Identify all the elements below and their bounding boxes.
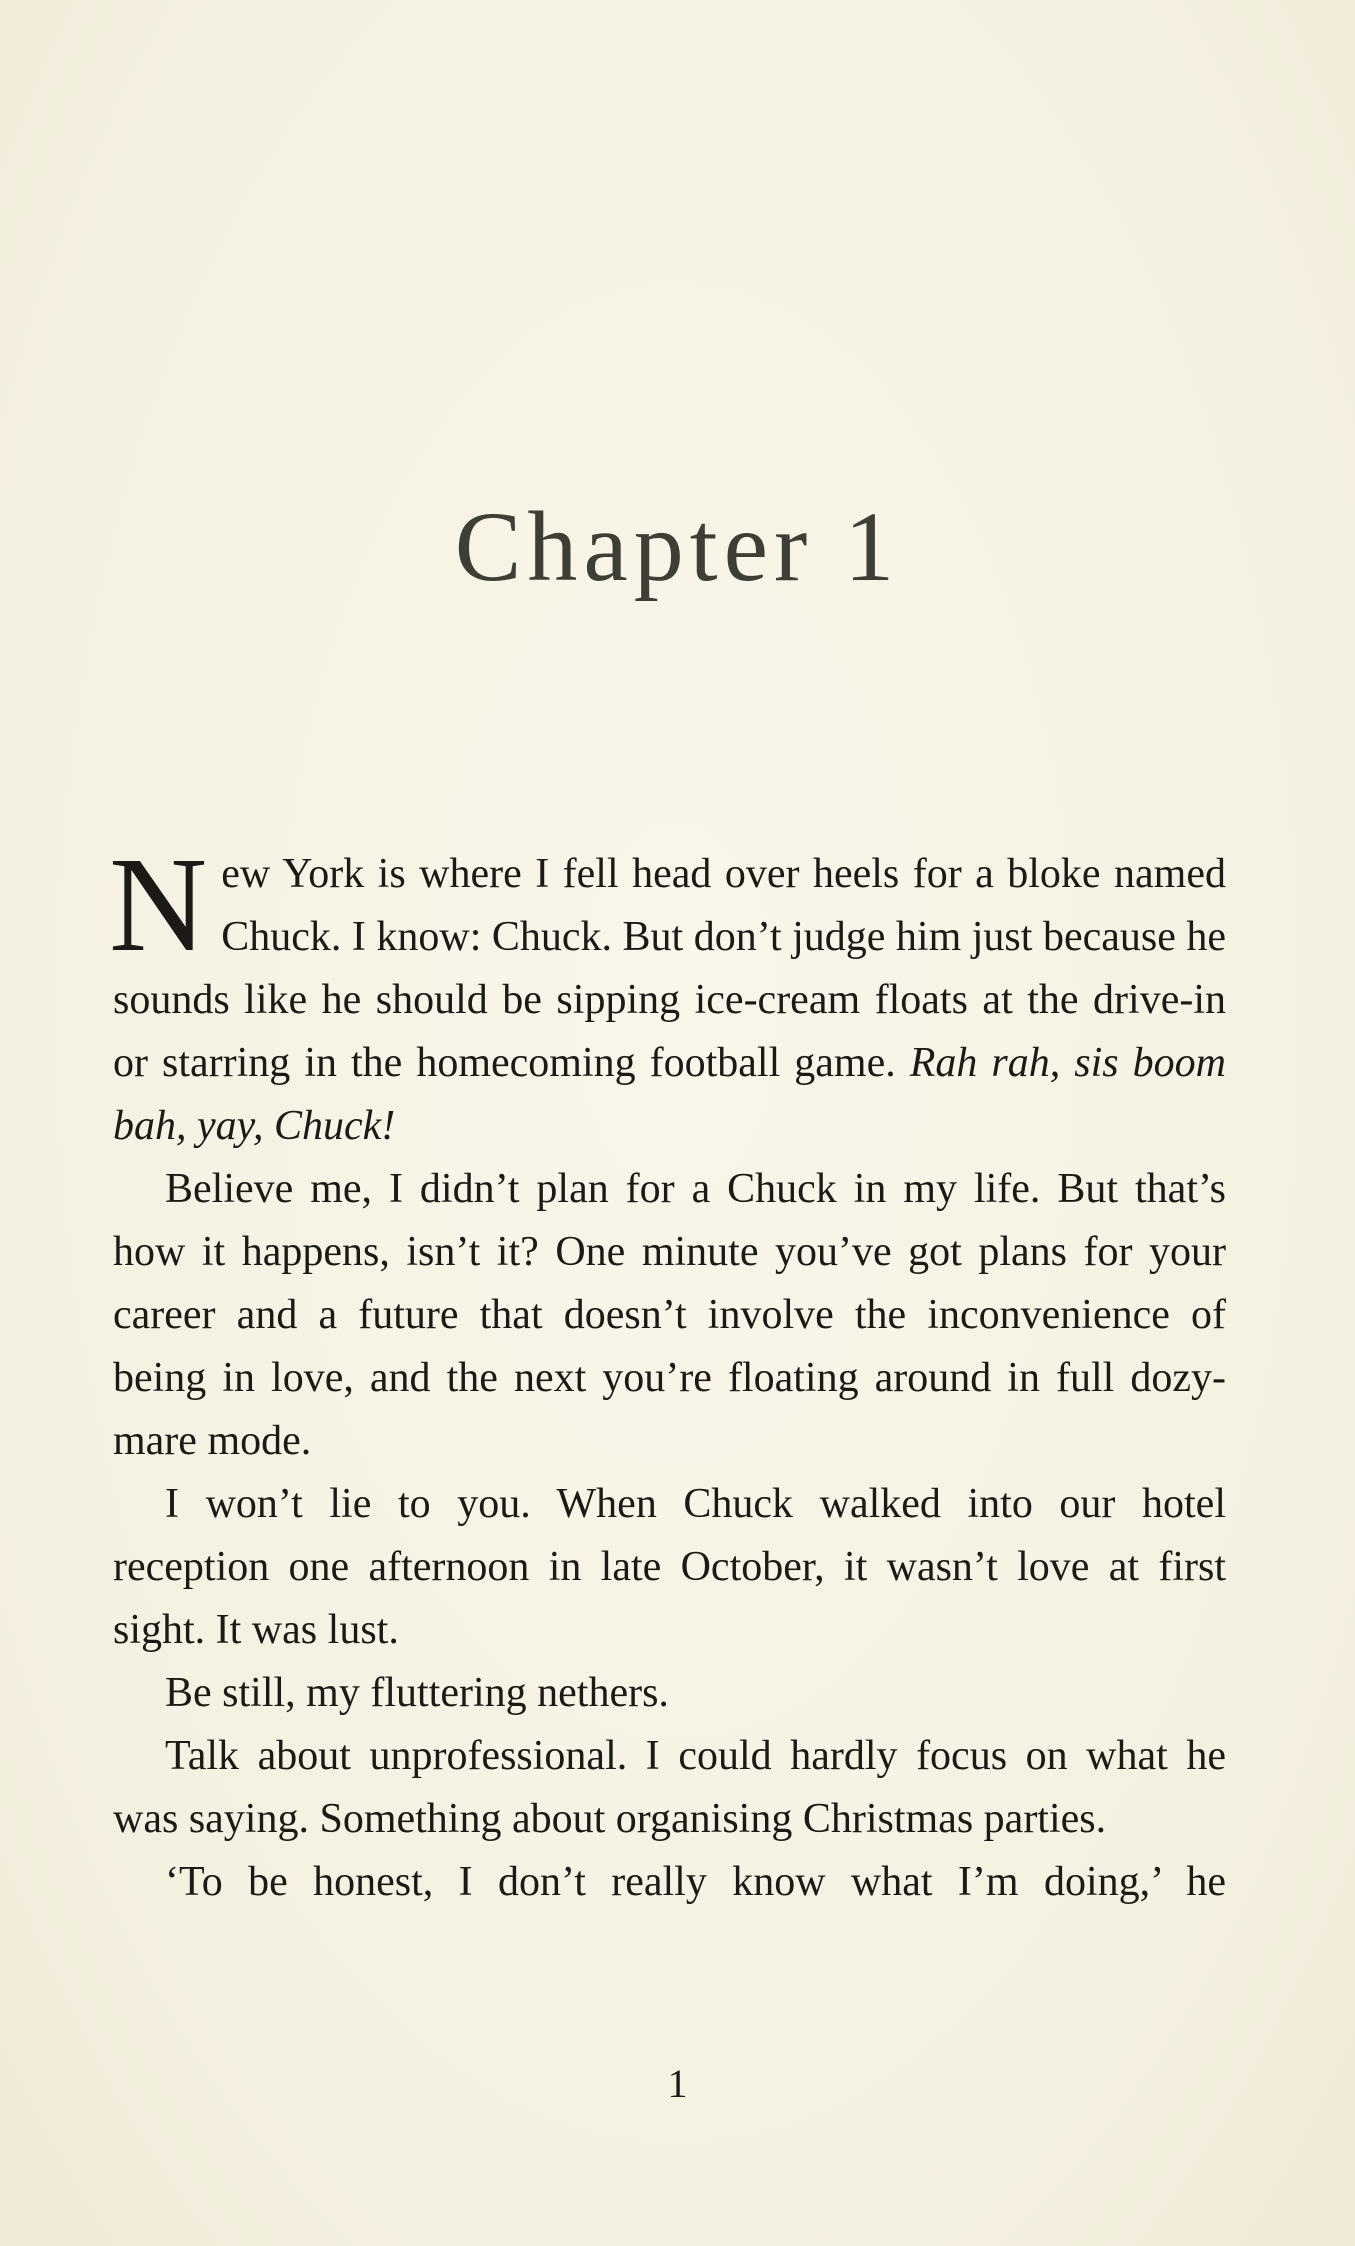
page-number: 1 [667, 2061, 688, 2106]
paragraph-1-italic: Rah rah, sis boom bah, yay, Chuck! [113, 1040, 1226, 1149]
paragraph-3: I won’t lie to you. When Chuck walked into our hotel reception one afternoon in late October, it wasn’t love at first sight. It was lust. [113, 1481, 1226, 1653]
body-text [109, 830, 1226, 1914]
paragraph-6: ‘To be honest, I don’t really know what I’m doing,’ he [165, 1859, 1226, 1905]
paragraph-2: Believe me, I didn’t plan for a Chuck in my life. But that’s how it happens, isn’t it? One minute you’ve got plans for your career and a future that doesn’t involve the inconvenience of being in love, and the next you’re floating around in full dozy-mare mode. [113, 1166, 1226, 1464]
paragraph-1 [109, 830, 1226, 1158]
drop-cap: N [109, 830, 208, 980]
paragraph-4: Be still, my fluttering nethers. [165, 1670, 669, 1716]
chapter-title: Chapter 1 [454, 491, 901, 602]
paragraph-5: Talk about unprofessional. I could hardly focus on what he was saying. Something about organising Christmas parties. [113, 1733, 1226, 1842]
paragraph-1-text: ew York is where I fell head over heels for a bloke named Chuck. I know: Chuck. But don’t judge him just because he sounds like he should be sipping ice-cream floats at the drive-in or starring in the homecoming football game. [113, 851, 1226, 1086]
